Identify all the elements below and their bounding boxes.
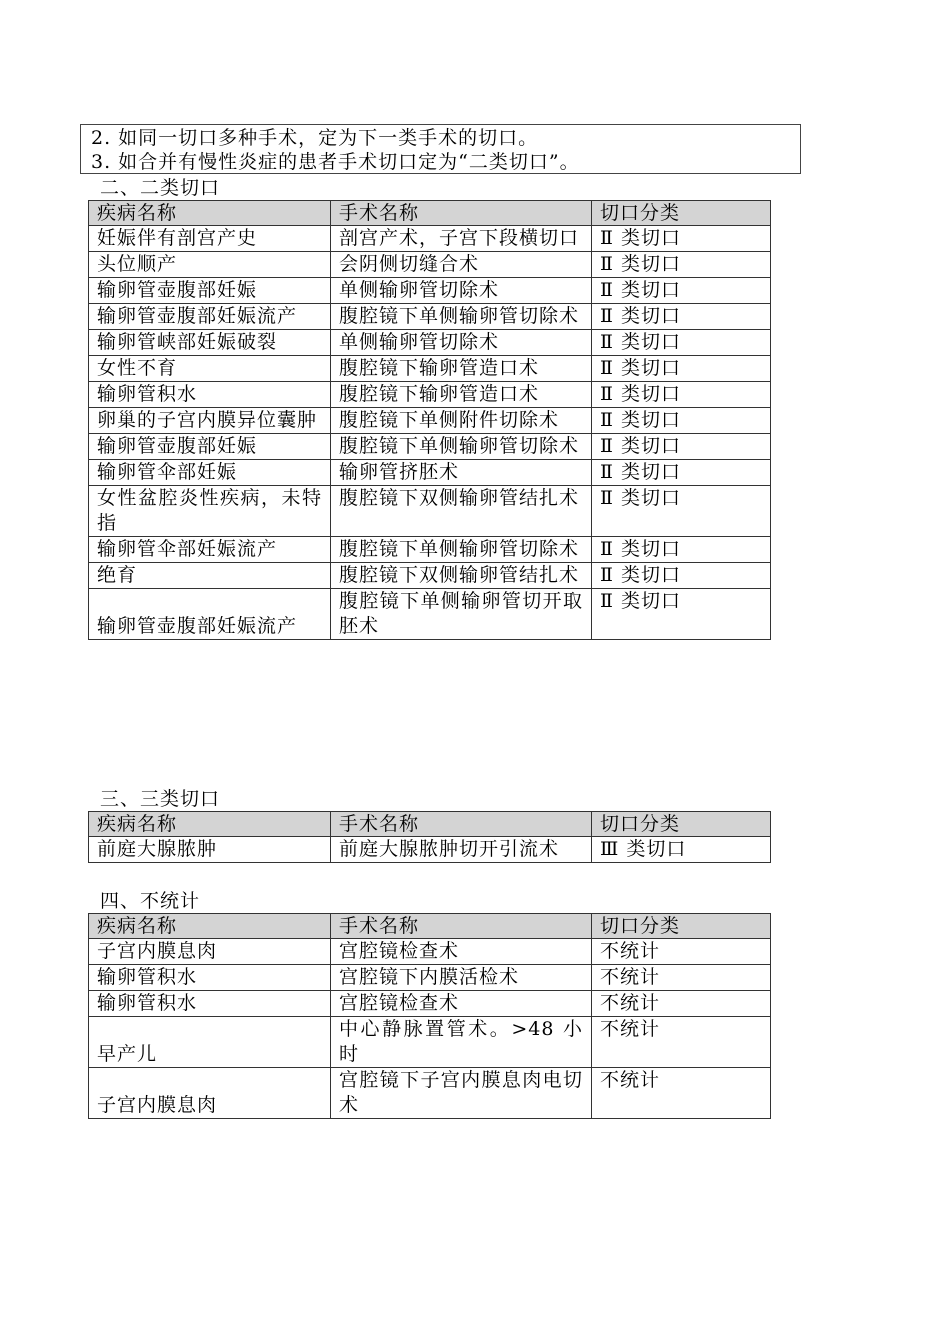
section-title: 四、不统计 xyxy=(100,890,201,912)
table-row xyxy=(89,304,771,330)
disease-cell: 输卵管壶腹部妊娠流产 xyxy=(89,304,331,330)
table-row xyxy=(89,434,771,460)
header-class: 切口分类 xyxy=(592,201,771,226)
surgery-cell: 单侧输卵管切除术 xyxy=(331,330,592,356)
table-row xyxy=(89,486,771,537)
disease-cell: 输卵管伞部妊娠流产 xyxy=(89,537,331,563)
class-cell: Ⅱ 类切口 xyxy=(592,304,771,330)
disease-cell: 输卵管峡部妊娠破裂 xyxy=(89,330,331,356)
disease-cell: 输卵管壶腹部妊娠 xyxy=(89,278,331,304)
class-cell: Ⅱ 类切口 xyxy=(592,330,771,356)
table-row xyxy=(89,837,771,863)
notes-box xyxy=(80,124,801,174)
table-row xyxy=(89,330,771,356)
header-class: 切口分类 xyxy=(592,812,771,837)
surgery-cell: 剖宫产术，子宫下段横切口 xyxy=(331,226,592,252)
surgery-cell: 宫腔镜检查术 xyxy=(331,991,592,1017)
disease-cell: 女性盆腔炎性疾病，未特指 xyxy=(89,486,331,537)
disease-cell: 输卵管积水 xyxy=(89,382,331,408)
note-line: 2. 如同一切口多种手术，定为下一类手术的切口。 xyxy=(91,127,539,149)
surgery-cell: 腹腔镜下单侧输卵管切除术 xyxy=(331,434,592,460)
surgery-cell: 宫腔镜下子宫内膜息肉电切术 xyxy=(331,1068,592,1119)
class-cell: Ⅱ 类切口 xyxy=(592,434,771,460)
surgery-cell: 腹腔镜下单侧附件切除术 xyxy=(331,408,592,434)
disease-cell: 头位顺产 xyxy=(89,252,331,278)
class-cell: 不统计 xyxy=(592,939,771,965)
disease-cell: 前庭大腺脓肿 xyxy=(89,837,331,863)
disease-cell: 妊娠伴有剖宫产史 xyxy=(89,226,331,252)
header-disease: 疾病名称 xyxy=(89,201,331,226)
table-row xyxy=(89,408,771,434)
disease-cell: 子宫内膜息肉 xyxy=(89,939,331,965)
header-disease: 疾病名称 xyxy=(89,812,331,837)
table-row xyxy=(89,1068,771,1119)
surgery-cell: 中心静脉置管术。>48 小时 xyxy=(331,1017,592,1068)
class-cell: 不统计 xyxy=(592,1017,771,1068)
disease-cell: 输卵管壶腹部妊娠流产 xyxy=(89,589,331,640)
table-class-3 xyxy=(88,811,771,863)
surgery-cell: 宫腔镜检查术 xyxy=(331,939,592,965)
table-header-row xyxy=(89,201,771,226)
class-cell: Ⅱ 类切口 xyxy=(592,382,771,408)
disease-cell: 卵巢的子宫内膜异位囊肿 xyxy=(89,408,331,434)
header-surgery: 手术名称 xyxy=(331,201,592,226)
table-no-stat xyxy=(88,913,771,1119)
header-disease: 疾病名称 xyxy=(89,914,331,939)
surgery-cell: 前庭大腺脓肿切开引流术 xyxy=(331,837,592,863)
disease-cell: 女性不育 xyxy=(89,356,331,382)
disease-cell: 子宫内膜息肉 xyxy=(89,1068,331,1119)
table-row xyxy=(89,589,771,640)
class-cell: Ⅱ 类切口 xyxy=(592,252,771,278)
table-row xyxy=(89,537,771,563)
table-row xyxy=(89,382,771,408)
header-surgery: 手术名称 xyxy=(331,812,592,837)
note-line: 3. 如合并有慢性炎症的患者手术切口定为“二类切口”。 xyxy=(91,151,580,173)
table-header-row xyxy=(89,914,771,939)
disease-cell: 输卵管积水 xyxy=(89,965,331,991)
class-cell: Ⅱ 类切口 xyxy=(592,356,771,382)
table-class-2 xyxy=(88,200,771,640)
class-cell: Ⅲ 类切口 xyxy=(592,837,771,863)
table-row xyxy=(89,563,771,589)
surgery-cell: 腹腔镜下输卵管造口术 xyxy=(331,356,592,382)
section-title: 三、三类切口 xyxy=(100,788,221,810)
table-row xyxy=(89,1017,771,1068)
table-row xyxy=(89,460,771,486)
disease-cell: 输卵管积水 xyxy=(89,991,331,1017)
table-row xyxy=(89,356,771,382)
disease-cell: 绝育 xyxy=(89,563,331,589)
disease-cell: 早产儿 xyxy=(89,1017,331,1068)
table-row xyxy=(89,991,771,1017)
class-cell: Ⅱ 类切口 xyxy=(592,408,771,434)
disease-cell: 输卵管伞部妊娠 xyxy=(89,460,331,486)
surgery-cell: 腹腔镜下输卵管造口术 xyxy=(331,382,592,408)
table-row xyxy=(89,252,771,278)
disease-cell: 输卵管壶腹部妊娠 xyxy=(89,434,331,460)
class-cell: Ⅱ 类切口 xyxy=(592,226,771,252)
surgery-cell: 单侧输卵管切除术 xyxy=(331,278,592,304)
class-cell: Ⅱ 类切口 xyxy=(592,589,771,640)
class-cell: 不统计 xyxy=(592,991,771,1017)
section-title: 二、二类切口 xyxy=(100,177,221,199)
surgery-cell: 输卵管挤胚术 xyxy=(331,460,592,486)
surgery-cell: 腹腔镜下单侧输卵管切开取胚术 xyxy=(331,589,592,640)
class-cell: Ⅱ 类切口 xyxy=(592,460,771,486)
surgery-cell: 宫腔镜下内膜活检术 xyxy=(331,965,592,991)
surgery-cell: 腹腔镜下单侧输卵管切除术 xyxy=(331,304,592,330)
table-row xyxy=(89,278,771,304)
header-class: 切口分类 xyxy=(592,914,771,939)
surgery-cell: 腹腔镜下单侧输卵管切除术 xyxy=(331,537,592,563)
class-cell: Ⅱ 类切口 xyxy=(592,278,771,304)
class-cell: Ⅱ 类切口 xyxy=(592,486,771,537)
table-header-row xyxy=(89,812,771,837)
table-row xyxy=(89,965,771,991)
class-cell: 不统计 xyxy=(592,965,771,991)
class-cell: 不统计 xyxy=(592,1068,771,1119)
table-row xyxy=(89,226,771,252)
surgery-cell: 腹腔镜下双侧输卵管结扎术 xyxy=(331,563,592,589)
class-cell: Ⅱ 类切口 xyxy=(592,537,771,563)
header-surgery: 手术名称 xyxy=(331,914,592,939)
table-row xyxy=(89,939,771,965)
class-cell: Ⅱ 类切口 xyxy=(592,563,771,589)
surgery-cell: 会阴侧切缝合术 xyxy=(331,252,592,278)
surgery-cell: 腹腔镜下双侧输卵管结扎术 xyxy=(331,486,592,537)
